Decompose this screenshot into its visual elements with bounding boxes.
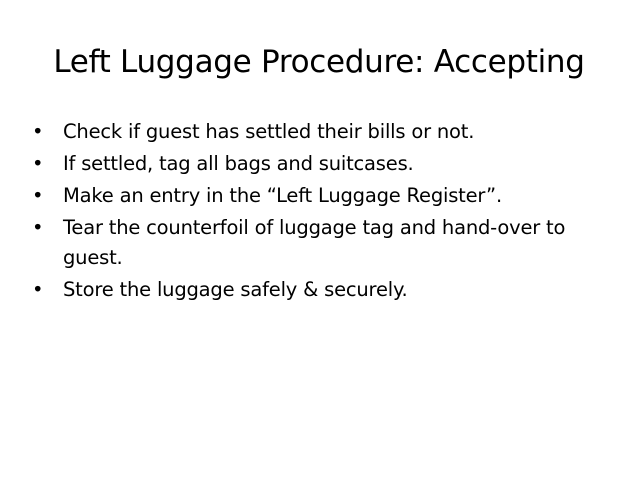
bullet-text: Make an entry in the “Left Luggage Register”.	[63, 184, 502, 207]
bullet-item	[32, 181, 592, 211]
bullet-icon: •	[32, 216, 44, 239]
bullet-text: Check if guest has settled their bills or not.	[63, 120, 475, 143]
bullet-icon: •	[32, 278, 44, 301]
bullet-icon: •	[32, 152, 44, 175]
bullet-list	[32, 117, 592, 307]
bullet-item	[32, 117, 592, 147]
bullet-item	[32, 213, 592, 273]
bullet-text: Tear the counterfoil of luggage tag and hand-over to guest.	[63, 216, 566, 269]
bullet-text: If settled, tag all bags and suitcases.	[63, 152, 414, 175]
bullet-item	[32, 275, 592, 305]
slide-title: Left Luggage Procedure: Accepting	[53, 44, 585, 80]
bullet-text: Store the luggage safely & securely.	[63, 278, 408, 301]
bullet-icon: •	[32, 184, 44, 207]
bullet-icon: •	[32, 120, 44, 143]
bullet-item	[32, 149, 592, 179]
